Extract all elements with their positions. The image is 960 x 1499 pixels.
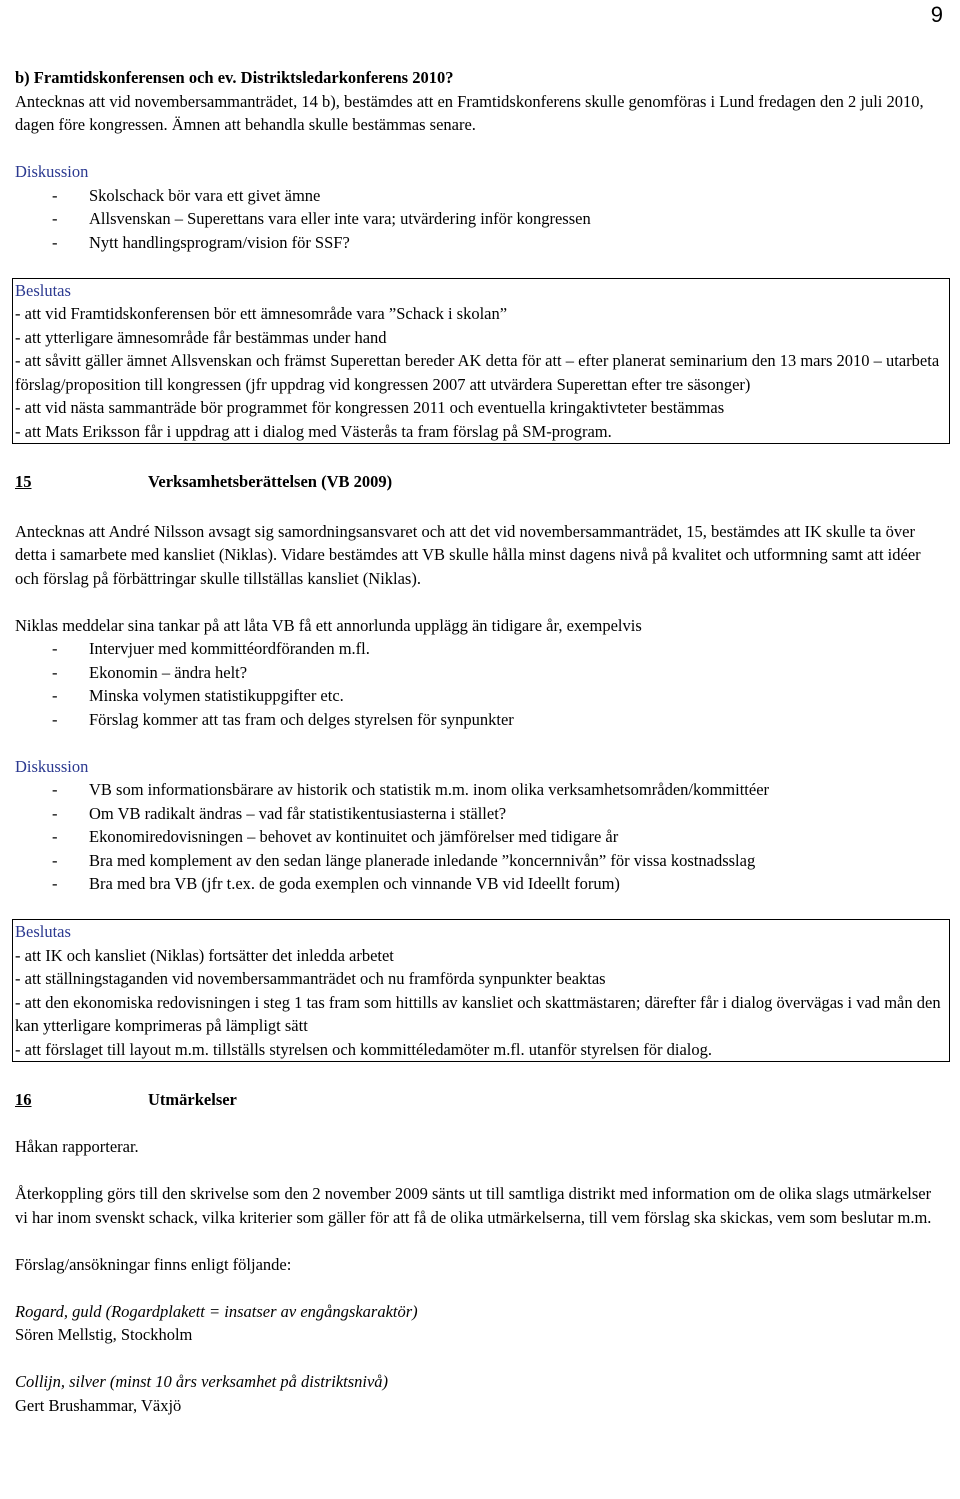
section-heading-16 [15, 1088, 945, 1112]
decision-box-15 [12, 919, 950, 1062]
section-15-paragraph-2: Niklas meddelar sina tankar på att låta VB få ett annorlunda upplägg än tidigare år, exempelvis [15, 615, 642, 635]
section-title: Verksamhetsberättelsen (VB 2009) [148, 472, 393, 491]
section-number: 16 [15, 1090, 32, 1109]
list-item: - Ekonomiredovisningen – behovet av kontinuitet och jämförelser med tidigare år [52, 827, 619, 846]
section-heading-15 [15, 470, 945, 494]
list-item: - Bra med komplement av den sedan länge planerade inledande ”koncernnivån” för vissa kostnadsslag [52, 850, 756, 870]
award-type: Collijn, silver (minst 10 års verksamhet på distriktsnivå) [15, 1372, 389, 1391]
award-nominee: Sören Mellstig, Stockholm [15, 1325, 193, 1344]
list-item: - Allsvenskan – Superettans vara eller inte vara; utvärdering inför kongressen [52, 209, 591, 228]
list-item: - Om VB radikalt ändras – vad får statistikentusiasterna i stället? [52, 803, 507, 823]
decision-label-14b: Beslutas [15, 280, 71, 300]
section-16-paragraph-1: Återkoppling görs till den skrivelse som den 2 november 2009 sänts ut till samtliga distrikt med information om de olika slags utmärkelser vi har inom svenskt schack, vilka kriterier som gäller för att få de olika utmärkelserna, till vem förslag ska skickas, vem som beslutar m.m. [15, 1184, 932, 1227]
list-item: - Bra med bra VB (jfr t.ex. de goda exemplen och vinnande VB vid Ideellt forum) [52, 874, 620, 893]
discussion-label-14b: Diskussion [15, 162, 89, 181]
decision-line: - att såvitt gäller ämnet Allsvenskan och främst Superettan bereder AK detta för att – efter planerat seminarium den 13 mars 2010 – utarbeta förslag/proposition till kongressen (jfr uppdrag vid kongressen 2007 att utvärdera Superettan efter tre säsonger) [15, 351, 940, 394]
decision-line: - att vid nästa sammanträde bör programmet för kongressen 2011 och eventuella kringaktivteter bestämmas [15, 398, 725, 417]
discussion-label-15: Diskussion [15, 756, 89, 776]
subsection-14b-intro: Antecknas att vid novembersammanträdet, 14 b), bestämdes att en Framtidskonferens skulle genomföras i Lund fredagen den 2 juli 2010, dagen före kongressen. Ämnen att behandla skulle bestämmas senare. [15, 91, 924, 134]
list-item: - VB som informationsbärare av historik och statistik m.m. inom olika verksamhetsområden/kommittéer [52, 780, 770, 799]
discussion-list-14b [15, 184, 945, 255]
list-item: - Nytt handlingsprogram/vision för SSF? [52, 232, 350, 252]
decision-line: - att vid Framtidskonferensen bör ett ämnesområde vara ”Schack i skolan” [15, 304, 508, 323]
award-type: Rogard, guld (Rogardplakett = insatser av engångskaraktör) [15, 1301, 418, 1321]
section-16-paragraph-2: Förslag/ansökningar finns enligt följande: [15, 1254, 292, 1274]
list-item: - Minska volymen statistikuppgifter etc. [52, 686, 344, 705]
award-nominee: Gert Brushammar, Växjö [15, 1395, 182, 1415]
decision-line: - att ytterligare ämnesområde får bestämmas under hand [15, 327, 387, 347]
discussion-list-15 [15, 778, 945, 896]
list-item: - Intervjuer med kommittéordföranden m.fl. [52, 639, 370, 658]
page-number: 9 [930, 2, 943, 27]
section-15-paragraph-1: Antecknas att André Nilsson avsagt sig samordningsansvaret och att det vid novembersammanträdet, 15, bestämdes att IK skulle ta över detta i samarbete med kansliet (Niklas). Vidare bestämdes att VB skulle hålla minst dagens nivå på kvalitet och utformning samt att idéer och förslag på förbättringar skulle tillställas kansliet (Niklas). [15, 521, 921, 588]
decision-line: - att ställningstaganden vid novembersammanträdet och nu framförda synpunkter beaktas [15, 969, 606, 988]
list-item: - Ekonomin – ändra helt? [52, 662, 248, 682]
section-title: Utmärkelser [148, 1090, 237, 1109]
list-item: - Förslag kommer att tas fram och delges styrelsen för synpunkter [52, 709, 514, 729]
document-body [15, 66, 945, 1417]
decision-line: - att förslaget till layout m.m. tillställs styrelsen och kommittéledamöter m.fl. utanför styrelsen för dialog. [15, 1039, 712, 1059]
decision-line: - att Mats Eriksson får i uppdrag att i dialog med Västerås ta fram förslag på SM-program. [15, 421, 612, 441]
subsection-heading-14b: b) Framtidskonferensen och ev. Distriktsledarkonferens 2010? [15, 68, 454, 87]
decision-label-15: Beslutas [15, 922, 71, 941]
section-16-reporter: Håkan rapporterar. [15, 1137, 139, 1156]
list-item: - Skolschack bör vara ett givet ämne [52, 185, 321, 205]
decision-box-14b [12, 278, 950, 445]
proposal-list-15 [15, 637, 945, 731]
decision-line: - att IK och kansliet (Niklas) fortsätter det inledda arbetet [15, 945, 394, 965]
section-number: 15 [15, 472, 32, 491]
decision-line: - att den ekonomiska redovisningen i steg 1 tas fram som hittills av kansliet och skattmästaren; därefter får i dialog övervägas i vad mån den kan ytterligare komprimeras på lämpligt sätt [15, 992, 941, 1035]
